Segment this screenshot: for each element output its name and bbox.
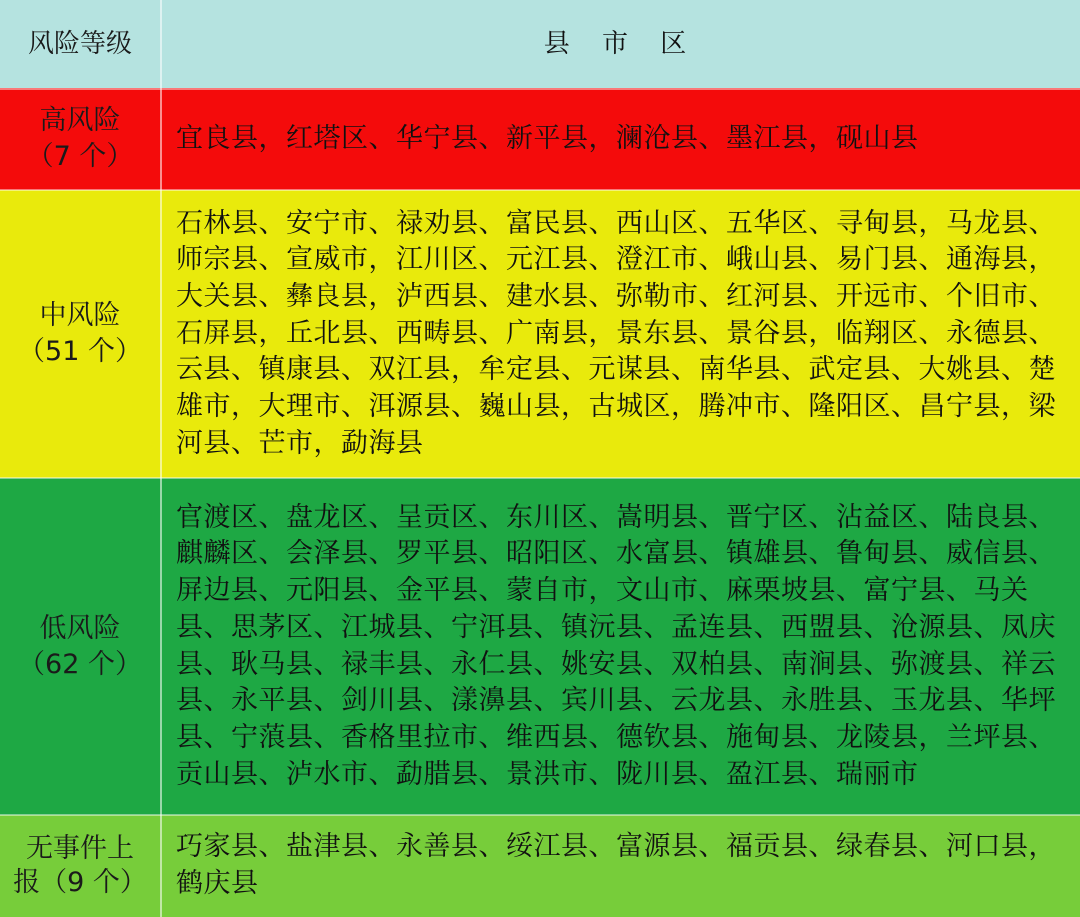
row-divider	[0, 189, 1080, 191]
risk-level-cell	[0, 88, 162, 190]
counties-cell	[162, 190, 1080, 478]
counties-list: 宜良县，红塔区、华宁县、新平县，澜沧县、墨江县，砚山县	[176, 122, 919, 154]
header-counties: 县 市 区	[543, 28, 699, 59]
counties-cell	[162, 478, 1080, 815]
risk-level-name: 无事件上	[26, 833, 134, 864]
table-row-no-event	[0, 815, 1080, 917]
risk-level-count: （62 个）	[18, 648, 142, 680]
row-divider	[0, 814, 1080, 816]
risk-level-name: 低风险	[39, 612, 121, 644]
counties-list: 官渡区、盘龙区、呈贡区、东川区、嵩明县、晋宁区、沾益区、陆良县、麒麟区、会泽县、罗平县、昭阳区、水富县、镇雄县、鲁甸县、威信县、屏边县、元阳县、金平县、蒙自市，文山市、麻栗坡县、富宁县、马关县、思茅区、江城县、宁洱县、镇沅县、孟连县、西盟县、沧源县、凤庆县、耿马县、禄丰县、永仁县、姚安县、双柏县、南涧县、弥渡县、祥云县、永平县、剑川县、漾濞县、宾川县、云龙县、永胜县、玉龙县、华坪县、宁蒗县、香格里拉市、维西县、德钦县、施甸县、龙陵县，兰坪县、贡山县、泸水市、勐腊县、景洪市、陇川县、盈江县、瑞丽市	[176, 501, 1056, 790]
counties-list: 石林县、安宁市、禄劝县、富民县、西山区、五华区、寻甸县，马龙县、师宗县、宣威市，江川区、元江县、澄江市、峨山县、易门县、通海县，大关县、彝良县，泸西县、建水县、弥勒市、红河县、开远市、个旧市、石屏县，丘北县、西畴县、广南县，景东县、景谷县，临翔区、永德县、云县、镇康县、双江县，牟定县、元谋县、南华县、武定县、大姚县、楚雄市，大理市、洱源县、巍山县，古城区，腾冲市、隆阳区、昌宁县，梁河县、芒市，勐海县	[176, 207, 1056, 459]
table-row-low-risk	[0, 478, 1080, 815]
table-header-row	[0, 0, 1080, 88]
counties-cell	[162, 88, 1080, 190]
risk-level-count: （7 个）	[26, 141, 134, 172]
risk-level-count: 报（9 个）	[13, 867, 147, 898]
table-row-medium-risk	[0, 190, 1080, 478]
counties-list: 巧家县、盐津县、永善县、绥江县、富源县、福贡县、绿春县、河口县，鹤庆县	[176, 831, 1056, 899]
risk-level-cell	[0, 815, 162, 917]
counties-cell	[162, 815, 1080, 917]
risk-level-cell	[0, 478, 162, 815]
risk-level-name: 高风险	[39, 105, 121, 136]
table-row-high-risk	[0, 88, 1080, 190]
row-divider	[0, 477, 1080, 479]
risk-level-name: 中风险	[39, 300, 121, 331]
header-risk-level: 风险等级	[0, 0, 162, 88]
risk-level-cell	[0, 190, 162, 478]
risk-level-count: （51 个）	[18, 336, 142, 367]
row-divider	[0, 88, 1080, 90]
